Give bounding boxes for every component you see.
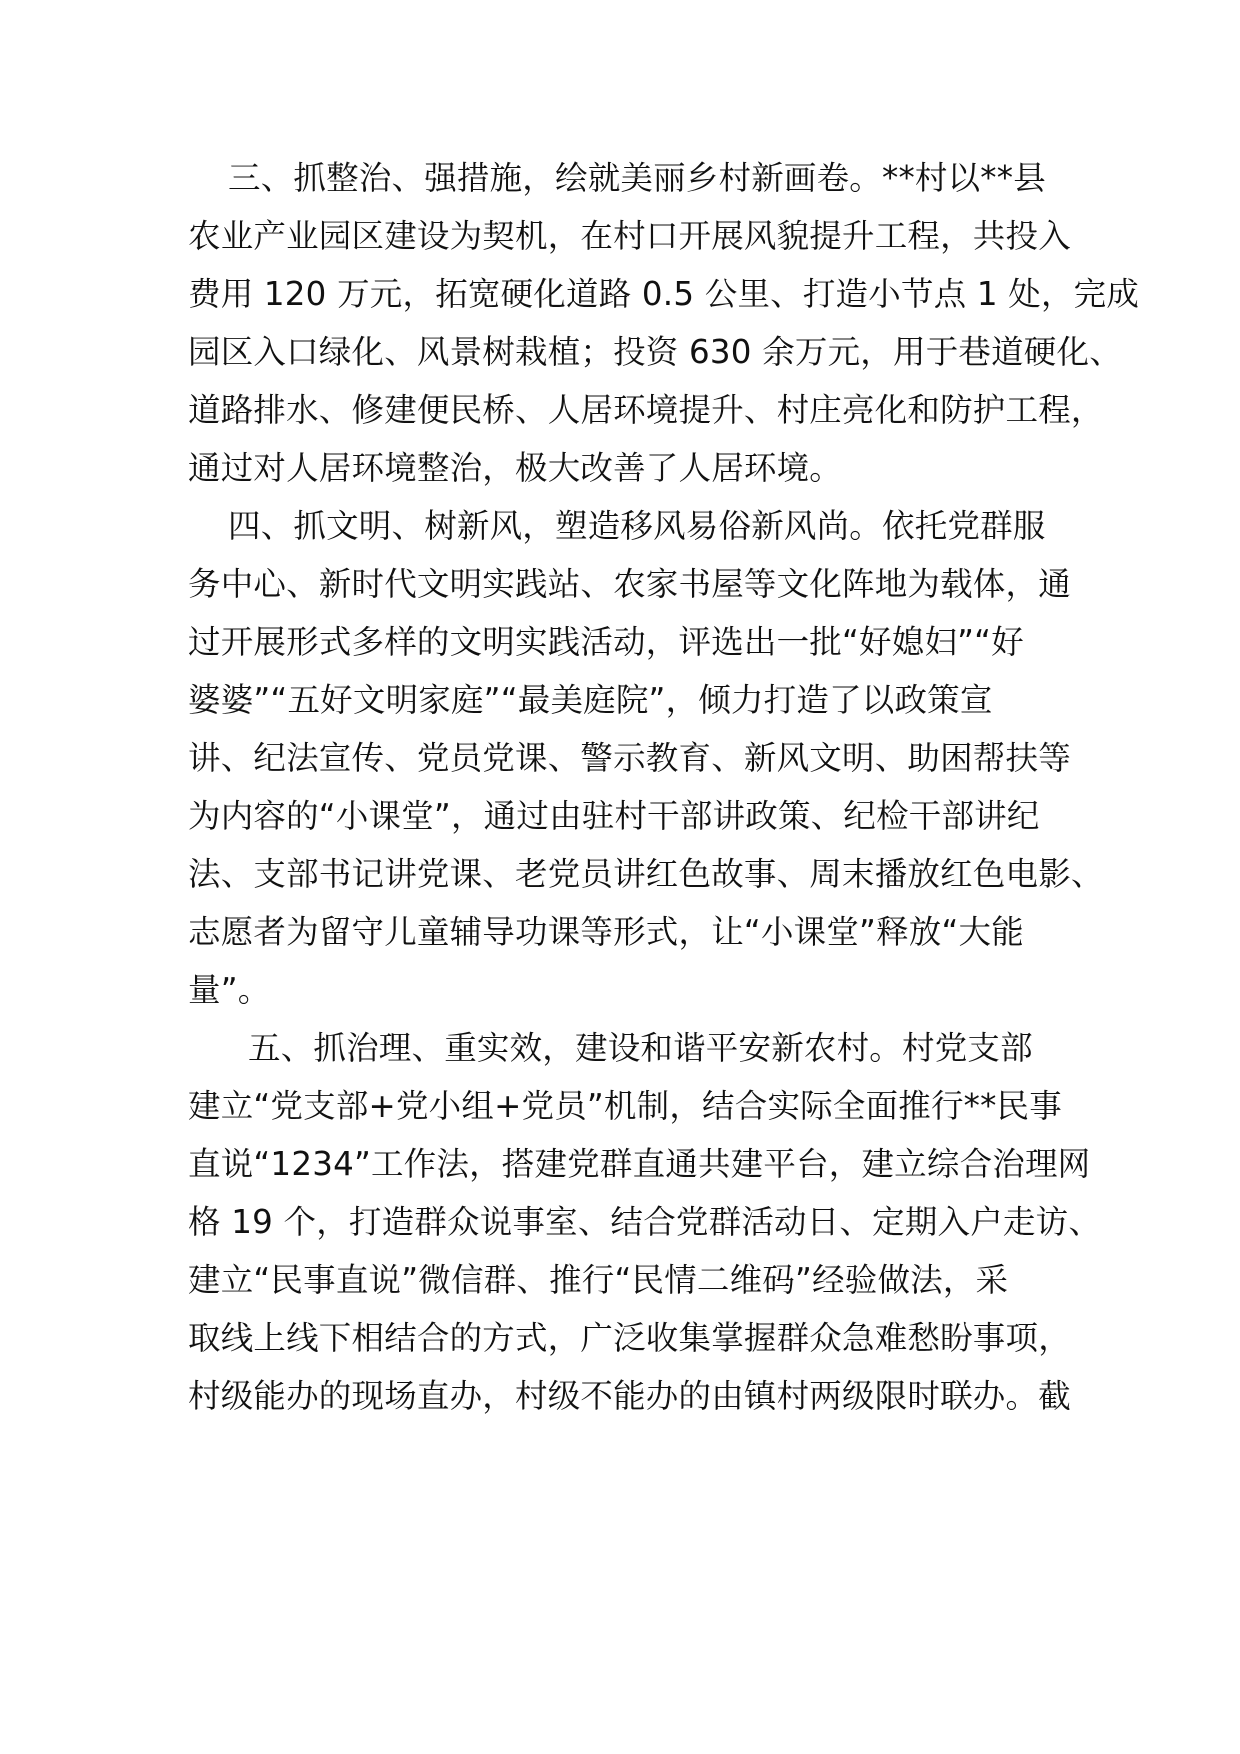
paragraph-1-line-5: 道路排水、修建便民桥、人居环境提升、村庄亮化和防护工程， — [188, 391, 1104, 429]
paragraph-2-line-8: 志愿者为留守儿童辅导功课等形式，让“小课堂”释放“大能 — [188, 913, 1024, 951]
paragraph-2-line-2: 务中心、新时代文明实践站、农家书屋等文化阵地为载体，通 — [188, 565, 1071, 603]
paragraph-3-line-5: 建立“民事直说”微信群、推行“民情二维码”经验做法，采 — [188, 1261, 1009, 1299]
paragraph-3-line-3: 直说“1234”工作法，搭建党群直通共建平台，建立综合治理网 — [188, 1145, 1091, 1183]
paragraph-3-line-1: 五、抓治理、重实效，建设和谐平安新农村。村党支部 — [248, 1029, 1033, 1067]
paragraph-1-line-6: 通过对人居环境整治，极大改善了人居环境。 — [188, 449, 843, 487]
paragraph-1-line-1: 三、抓整治、强措施，绘就美丽乡村新画卷。**村以**县 — [228, 159, 1046, 197]
paragraph-2-line-7: 法、支部书记讲党课、老党员讲红色故事、周末播放红色电影、 — [188, 855, 1104, 893]
paragraph-2-line-5: 讲、纪法宣传、党员党课、警示教育、新风文明、助困帮扶等 — [188, 739, 1071, 777]
paragraph-3-line-4: 格 19 个，打造群众说事室、结合党群活动日、定期入户走访、 — [188, 1203, 1102, 1241]
paragraph-2-line-9: 量”。 — [188, 971, 271, 1009]
paragraph-3-line-6: 取线上线下相结合的方式，广泛收集掌握群众急难愁盼事项， — [188, 1319, 1071, 1357]
paragraph-2-line-1: 四、抓文明、树新风，塑造移风易俗新风尚。依托党群服 — [228, 507, 1046, 545]
paragraph-3-line-2: 建立“党支部+党小组+党员”机制，结合实际全面推行**民事 — [188, 1087, 1062, 1125]
paragraph-1-line-2: 农业产业园区建设为契机，在村口开展风貌提升工程，共投入 — [188, 217, 1071, 255]
paragraph-3-line-7: 村级能办的现场直办，村级不能办的由镇村两级限时联办。截 — [188, 1377, 1071, 1415]
paragraph-2-line-3: 过开展形式多样的文明实践活动，评选出一批“好媳妇”“好 — [188, 623, 1024, 661]
paragraph-2-line-6: 为内容的“小课堂”，通过由驻村干部讲政策、纪检干部讲纪 — [188, 797, 1040, 835]
paragraph-1-line-4: 园区入口绿化、风景树栽植；投资 630 余万元，用于巷道硬化、 — [188, 333, 1122, 371]
paragraph-2-line-4: 婆婆”“五好文明家庭”“最美庭院”，倾力打造了以政策宣 — [188, 681, 993, 719]
paragraph-1-line-3: 费用 120 万元，拓宽硬化道路 0.5 公里、打造小节点 1 处，完成 — [188, 275, 1140, 313]
